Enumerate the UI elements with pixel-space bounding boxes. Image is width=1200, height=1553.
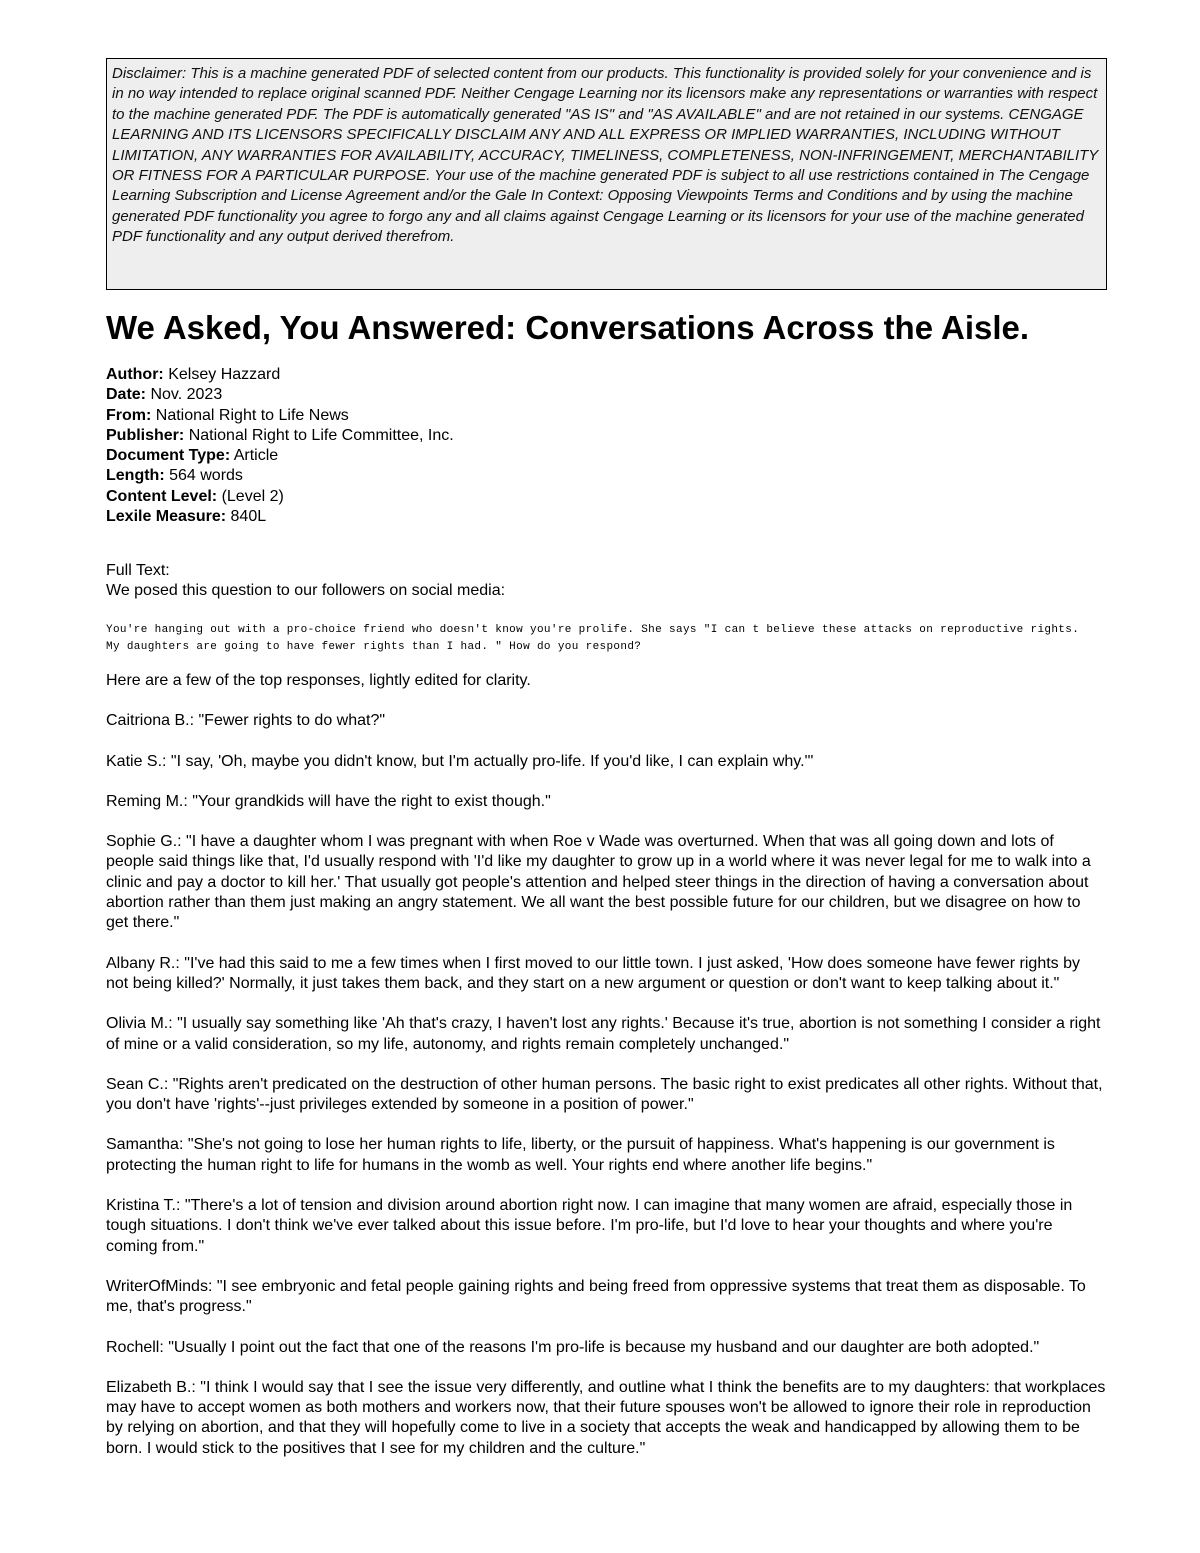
meta-label: Publisher:: [106, 426, 185, 444]
meta-label: Date:: [106, 386, 147, 404]
response-paragraph: Kristina T.: "There's a lot of tension and division around abortion right now. I can imagine that many women are afraid, especially those in tough situations. I don't think we've ever talked about this issue before. I'm pro-life, but I'd love to hear your thoughts and where you're coming from.": [106, 1197, 1073, 1255]
meta-value: 840L: [230, 508, 267, 526]
meta-label: Lexile Measure:: [106, 508, 227, 526]
full-text-label: Full Text:: [106, 562, 170, 579]
meta-value: (Level 2): [221, 487, 284, 505]
response-paragraph: Olivia M.: "I usually say something like 'Ah that's crazy, I haven't lost any rights.' Because it's true, abortion is not something I consider a right of mine or a valid consideration, so my life, autonomy, and rights remain completely unchanged.": [106, 1015, 1101, 1053]
meta-value: Nov. 2023: [150, 386, 223, 404]
full-text-header: [106, 561, 505, 602]
meta-value: 564 words: [169, 467, 243, 485]
meta-value: Kelsey Hazzard: [168, 366, 281, 383]
response-paragraph: Samantha: "She's not going to lose her human rights to life, liberty, or the pursuit of happiness. What's happening is our government is protecting the human right to life for humans in the womb as well. Your rights end where another life begins.": [106, 1136, 1055, 1174]
response-paragraph: Albany R.: "I've had this said to me a few times when I first moved to our little town. I just asked, 'How does someone have fewer rights by not being killed?' Normally, it just takes them back, and they start on a new argument or question or don't want to keep talking about it.": [106, 954, 1081, 992]
meta-content-level: [106, 487, 454, 507]
social-media-question: You're hanging out with a pro-choice friend who doesn't know you're prolife. She says "I can t believe these attacks on reproductive rights. My daughters are going to have fewer rights than I had. " How do you respond?: [106, 624, 1080, 653]
response-paragraph: Elizabeth B.: "I think I would say that I see the issue very differently, and outline what I think the benefits are to my daughters: that workplaces may have to accept women as both mothers and workers now, that their future spouses won't be allowed to ignore their role in reproduction by relying on abortion, and that they will hopefully come to live in a society that accepts the weak and handicapped by allowing them to be born. I would stick to the positives that I see for my children and the culture.": [106, 1378, 1106, 1457]
meta-value: Article: [233, 447, 279, 465]
article-title: We Asked, You Answered: Conversations Across the Aisle.: [106, 309, 1030, 346]
meta-label: Document Type:: [106, 447, 231, 465]
meta-publisher: [106, 426, 454, 446]
meta-label: From:: [106, 406, 152, 424]
meta-label: Length:: [106, 467, 165, 485]
response-paragraph: Rochell: "Usually I point out the fact that one of the reasons I'm pro-life is because my husband and our daughter are both adopted.": [106, 1338, 1040, 1356]
response-paragraph: Caitriona B.: "Fewer rights to do what?": [106, 712, 386, 730]
response-paragraph: Sophie G.: "I have a daughter whom I was pregnant with when Roe v Wade was overturned. When that was all going down and lots of people said things like that, I'd usually respond with 'I'd like my daughter to grow up in a world where it was never legal for me to walk into a clinic and pay a doctor to kill her.' That usually got people's attention and helped steer things in the direction of having a conversation about abortion rather than them just making an angry statement. We all want the best possible future for our children, but we disagree on how to get there.": [106, 833, 1091, 932]
responses-section: [106, 671, 1106, 1479]
meta-from: [106, 406, 454, 426]
meta-value: National Right to Life News: [155, 406, 349, 424]
disclaimer-box: Disclaimer: This is a machine generated PDF of selected content from our products. This functionality is provided solely for your convenience and is in no way intended to replace original scanned PDF. Neither Cengage Learning nor its licensors make any representations or warranties with respect to the machine generated PDF. The PDF is automatically generated "AS IS" and "AS AVAILABLE" and are not retained in our systems. CENGAGE LEARNING AND ITS LICENSORS SPECIFICALLY DISCLAIM ANY AND ALL EXPRESS OR IMPLIED WARRANTIES, INCLUDING WITHOUT LIMITATION, ANY WARRANTIES FOR AVAILABILITY, ACCURACY, TIMELINESS, COMPLETENESS, NON-INFRINGEMENT, MERCHANTABILITY OR FITNESS FOR A PARTICULAR PURPOSE. Your use of the machine generated PDF is subject to all use restrictions contained in The Cengage Learning Subscription and License Agreement and/or the Gale In Context: Opposing Viewpoints Terms and Conditions and by using the machine generated PDF functionality you agree to forgo any and all claims against Cengage Learning or its licensors for your use of the machine generated PDF functionality and any output derived therefrom.: [106, 58, 1107, 290]
meta-author: [106, 365, 454, 385]
intro-paragraph: We posed this question to our followers on social media:: [106, 582, 506, 600]
responses-intro: Here are a few of the top responses, lightly edited for clarity.: [106, 672, 531, 689]
metadata-block: [106, 365, 454, 527]
response-paragraph: WriterOfMinds: "I see embryonic and fetal people gaining rights and being freed from oppressive systems that treat them as disposable. To me, that's progress.": [106, 1277, 1086, 1316]
meta-length: [106, 466, 454, 486]
meta-label: Author:: [106, 366, 164, 383]
response-paragraph: Reming M.: "Your grandkids will have the right to exist though.": [106, 792, 551, 810]
response-paragraph: Sean C.: "Rights aren't predicated on the destruction of other human persons. The basic right to exist predicates all other rights. Without that, you don't have 'rights'--just privileges extended by someone in a position of power.": [106, 1075, 1103, 1114]
meta-label: Content Level:: [106, 487, 218, 505]
response-paragraph: Katie S.: "I say, 'Oh, maybe you didn't know, but I'm actually pro-life. If you'd like, I can explain why.'": [106, 752, 814, 770]
meta-date: [106, 385, 454, 405]
meta-document-type: [106, 446, 454, 466]
meta-lexile-measure: [106, 507, 454, 527]
meta-value: National Right to Life Committee, Inc.: [188, 426, 454, 444]
